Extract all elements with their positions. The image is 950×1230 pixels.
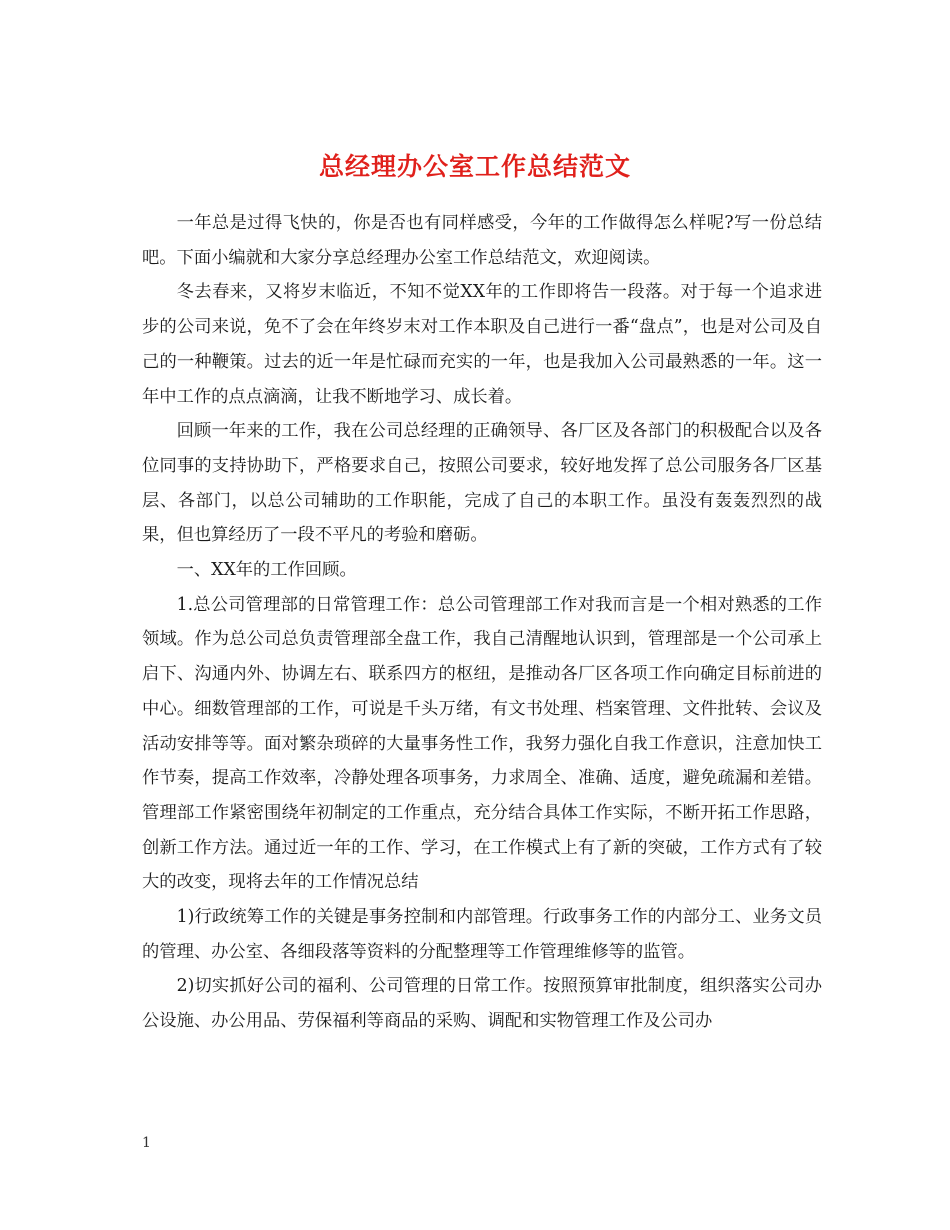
paragraph-intro: 一年总是过得飞快的，你是否也有同样感受，今年的工作做得怎么样呢?写一份总结吧。下面小编就和大家分享总经理办公室工作总结范文，欢迎阅读。 xyxy=(142,213,822,268)
body-text xyxy=(142,206,822,1039)
section-heading-work-review: 一、XX年的工作回顾。 xyxy=(176,560,357,581)
paragraph-management-dept: 1.总公司管理部的日常管理工作：总公司管理部工作对我而言是一个相对熟悉的工作领域。作为总公司总负责管理部全盘工作，我自己清醒地认识到，管理部是一个公司承上启下、沟通内外、协调左右、联系四方的枢纽，是推动各厂区各项工作向确定目标前进的中心。细数管理部的工作，可说是千头万绪，有文书处理、档案管理、文件批转、会议及活动安排等等。面对繁杂琐碎的大量事务性工作，我努力强化自我工作意识，注意加快工作节奏，提高工作效率，冷静处理各项事务，力求周全、准确、适度，避免疏漏和差错。管理部工作紧密围绕年初制定的工作重点，充分结合具体工作实际，不断开拓工作思路，创新工作方法。通过近一年的工作、学习，在工作模式上有了新的突破，工作方式有了较大的改变，现将去年的工作情况总结 xyxy=(142,594,822,893)
paragraph-review: 回顾一年来的工作，我在公司总经理的正确领导、各厂区及各部门的积极配合以及各位同事的支持协助下，严格要求自己，按照公司要求，较好地发挥了总公司服务各厂区基层、各部门，以总公司辅助的工作职能，完成了自己的本职工作。虽没有轰轰烈烈的战果，但也算经历了一段不平凡的考验和磨砺。 xyxy=(142,421,822,546)
paragraph-admin-coordination: 1)行政统筹工作的关键是事务控制和内部管理。行政事务工作的内部分工、业务文员的管理、办公室、各细段落等资料的分配整理等工作管理维修等的监管。 xyxy=(142,907,822,962)
page-title: 总经理办公室工作总结范文 xyxy=(318,151,631,181)
page-number: 1 xyxy=(142,1135,151,1151)
paragraph-welfare-daily-work: 2)切实抓好公司的福利、公司管理的日常工作。按照预算审批制度，组织落实公司办公设施、办公用品、劳保福利等商品的采购、调配和实物管理工作及公司办 xyxy=(142,976,822,1032)
paragraph-year-end: 冬去春来，又将岁末临近，不知不觉XX年的工作即将告一段落。对于每一个追求进步的公司来说，免不了会在年终岁末对工作本职及自己进行一番“盘点”，也是对公司及自己的一种鞭策。过去的近一年是忙碌而充实的一年，也是我加入公司最熟悉的一年。这一年中工作的点点滴滴，让我不断地学习、成长着。 xyxy=(142,282,822,407)
